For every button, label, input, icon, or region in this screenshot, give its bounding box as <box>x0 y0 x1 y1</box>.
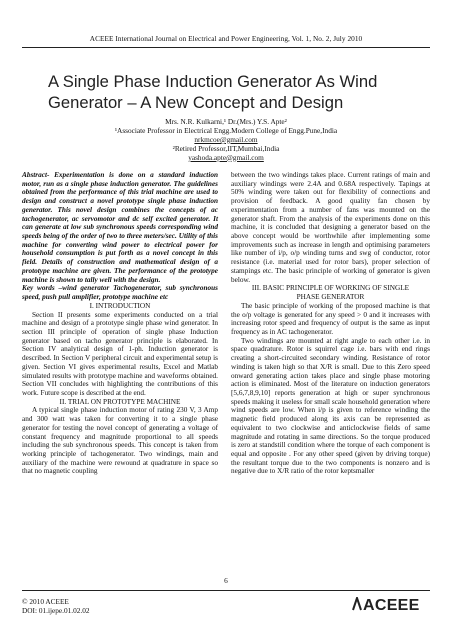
section-1-text: Section II presents some experiments conducted on a trial machine and design of a prototype single phase wind generator. In section III principle of operation of single phase Induction generator based on tacho generator principle is elaborated. In Section IV analytical design of 1-ph. Induction generator is described. In Section V peripheral circuit and experimental setup is given. Section VI gives experimental results, Excel and Matlab simulated results with prototype machine and waveforms obtained. Section VII concludes with highlighting the contributions of this work. Future scope is described at the end. <box>22 310 218 397</box>
right-paragraph-3: Two windings are mounted at right angle to each other i.e. in space quadrature. Rotor is squirrel cage i.e. bars with end rings creating a short-circuited secondary winding. Resistance of rotor winding is taken high so that X/R is small. Due to this Zero speed onward generating action takes place and single phase motoring action is eliminated. Most of the literature on induction generators [5,6,7,8,9,10] reports generation at high or super synchronous speeds making it useless for small scale household generation where wind speeds are low. When i/p is given to reference winding the magnetic field produced along its axis can be represented as equivalent to two clockwise and anticlockwise fields of same magnitude and rotating in same directions. So the torque produced is zero at standstill condition where the torque of each component is equal and opposite . For any other speed (given by driving torque) the resultant torque due to the two components is nonzero and is negative due to X/R ratio of the rotor keptsmaller <box>231 336 430 476</box>
journal-header: ACEEE International Journal on Electrical and Power Engineering, Vol. 1, No. 2, July 2010 <box>89 34 363 43</box>
copyright: © 2010 ACEEE <box>22 597 69 606</box>
section-3-heading-line-2: PHASE GENERATOR <box>296 293 365 302</box>
header-rule <box>22 47 430 48</box>
abstract-label: Abstract- <box>22 171 50 179</box>
doi: DOI: 01.ijepe.01.02.02 <box>22 606 90 615</box>
paper-title <box>48 72 418 113</box>
right-paragraph-1: between the two windings takes place. Current ratings of main and auxiliary windings were 2.4A and 0.68A respectively. Tapings at 50% winding were taken out for flexibility of connections and provision of feedback. A good quality fan chosen by experimentation from a number of fans was mounted on the generator shaft. From the analysis of the experiments done on this machine, it is concluded that designing a generator based on the above concept would be worthwhile after implementing some improvements such as increase in length and optimising parameters like number of i/p, o/p winding turns and swg of conductor, rotor resistance (i.e. material used for rotor bars), proper selection of stampings etc. The basic principle of working of generator is given below. <box>231 171 430 284</box>
affiliation-2: ²Retired Professor,IIT,Mumbai,India <box>172 143 280 153</box>
section-3-heading <box>231 284 430 301</box>
email-link-1[interactable]: nrkmcoe@gmail.com <box>194 134 258 144</box>
keywords <box>22 284 218 301</box>
author-names: Mrs. N.R. Kulkarni,¹ Dr.(Mrs.) Y.S. Apte² <box>165 117 287 126</box>
email-link-2[interactable]: yashoda.apte@gmail.com <box>188 152 264 162</box>
affiliation-1: ¹Associate Professor in Electrical Engg.Modern College of Engg.Pune,India <box>114 125 338 135</box>
aceee-logo-icon <box>352 597 362 611</box>
section-1-heading: I. INTRODUCTION <box>89 301 151 310</box>
page-number: 6 <box>224 576 228 585</box>
aceee-logo <box>352 597 420 615</box>
title-line-2: Generator – A New Concept and Design <box>48 92 344 112</box>
logo-text: ACEEE <box>363 597 420 614</box>
title-line-1: A Single Phase Induction Generator As Wind <box>48 72 378 91</box>
section-2-text: A typical single phase induction motor of rating 230 V, 3 Amp and 300 watt was taken for converting it to a single phase generator for testing the novel concept of generating a voltage of constant frequency and magnitude proportional to all speeds including the sub synchronous speeds. This concept is taken from working principle of tachogenerator. Two windings, main and auxiliary of the machine were rewound at quadrature in space so that no magnetic coupling <box>22 406 218 476</box>
author-block <box>0 118 452 163</box>
keywords-text: –wind generator Tachogenerator, sub synchronous speed, push pull amplifier, prototype machine etc <box>22 284 218 302</box>
right-column <box>231 171 430 476</box>
right-paragraph-2: The basic principle of working of the proposed machine is that the o/p voltage is generated for any speed > 0 and it increases with increasing rotor speed and frequency of output is the same as input frequency as in AC tachogenerator. <box>231 301 430 336</box>
abstract <box>22 171 218 284</box>
section-3-heading-line-1: III. BASIC PRINCIPLE OF WORKING OF SINGLE <box>251 284 410 293</box>
left-column <box>22 171 218 476</box>
footer-rule <box>22 590 430 591</box>
keywords-label: Key words <box>22 284 55 293</box>
abstract-text: Experimentation is done on a standard induction motor, run as a single phase induction generator. The guidelines obtained from the performance of this trial machine are used to design and construct a novel prototype single phase induction generator. This novel design combines the concepts of ac tachogenerator, ac servomotor and dc self excited generator. It can generate at low sub synchronous speeds corresponding wind speeds being of the order of two to three meters/sec. Utility of this machine for converting wind power to electrical power for household consumption is put forth as a novel concept in this field. Details of construction and mathematical design of a prototype machine are given. The performance of the prototype machine is shown to tally well with the design. <box>22 171 218 284</box>
section-2-heading: II. TRIAL ON PROTOTYPE MACHINE <box>59 397 181 406</box>
